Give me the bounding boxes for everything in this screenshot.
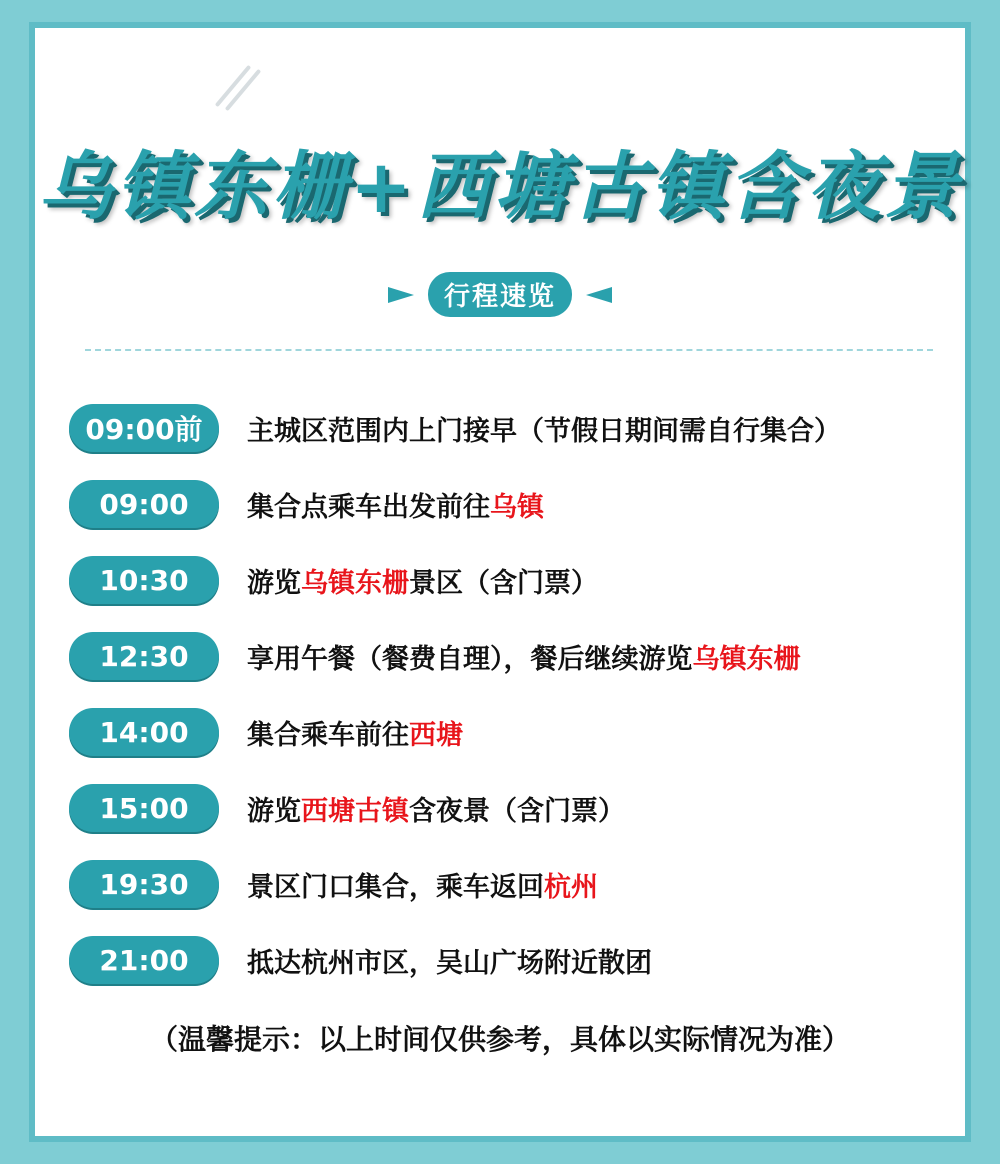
time-badge: 14:00 [69,708,219,756]
schedule-list [69,390,949,998]
description-text: 集合乘车前往 [247,719,409,751]
schedule-row [69,390,949,466]
description-text: 含夜景（含门票） [409,795,625,827]
schedule-description [247,561,598,600]
highlight-place: 乌镇 [490,491,544,523]
page-title: 乌镇东栅+西塘古镇含夜景 [37,144,962,230]
time-badge: 09:00前 [69,404,219,452]
description-text: 抵达杭州市区，吴山广场附近散团 [247,947,652,979]
description-text: 游览 [247,795,301,827]
highlight-place: 乌镇东栅 [301,567,409,599]
description-text: 享用午餐（餐费自理），餐后继续游览 [247,643,693,675]
subtitle-badge: 行程速览 [428,272,572,317]
time-badge: 21:00 [69,936,219,984]
schedule-description [247,637,801,676]
schedule-description [247,941,652,980]
description-text: 游览 [247,567,301,599]
highlight-place: 杭州 [544,871,598,903]
schedule-row [69,922,949,998]
description-text: 主城区范围内上门接早（节假日期间需自行集合） [247,415,841,447]
arrow-right-icon [388,287,414,303]
itinerary-card [35,28,965,1136]
highlight-place: 西塘古镇 [301,795,409,827]
description-text: 集合点乘车出发前往 [247,491,490,523]
schedule-description [247,865,598,904]
time-badge: 10:30 [69,556,219,604]
tip-note: （温馨提示：以上时间仅供参考，具体以实际情况为准） [149,1023,850,1056]
schedule-row [69,542,949,618]
highlight-place: 乌镇东栅 [692,643,801,675]
schedule-description [247,789,625,828]
schedule-row [69,846,949,922]
description-text: 景区（含门票） [409,567,598,599]
time-badge: 19:30 [69,860,219,908]
description-text: 景区门口集合，乘车返回 [247,871,544,903]
schedule-description [247,409,841,448]
time-badge: 12:30 [69,632,219,680]
schedule-row [69,466,949,542]
schedule-row [69,694,949,770]
highlight-place: 西塘 [409,719,463,751]
schedule-description [247,485,544,524]
schedule-row [69,618,949,694]
time-badge: 09:00 [69,480,219,528]
time-badge: 15:00 [69,784,219,832]
schedule-row [69,770,949,846]
arrow-left-icon [586,287,612,303]
schedule-description [247,713,463,752]
dashed-divider [85,349,933,351]
subtitle-group [35,272,965,317]
